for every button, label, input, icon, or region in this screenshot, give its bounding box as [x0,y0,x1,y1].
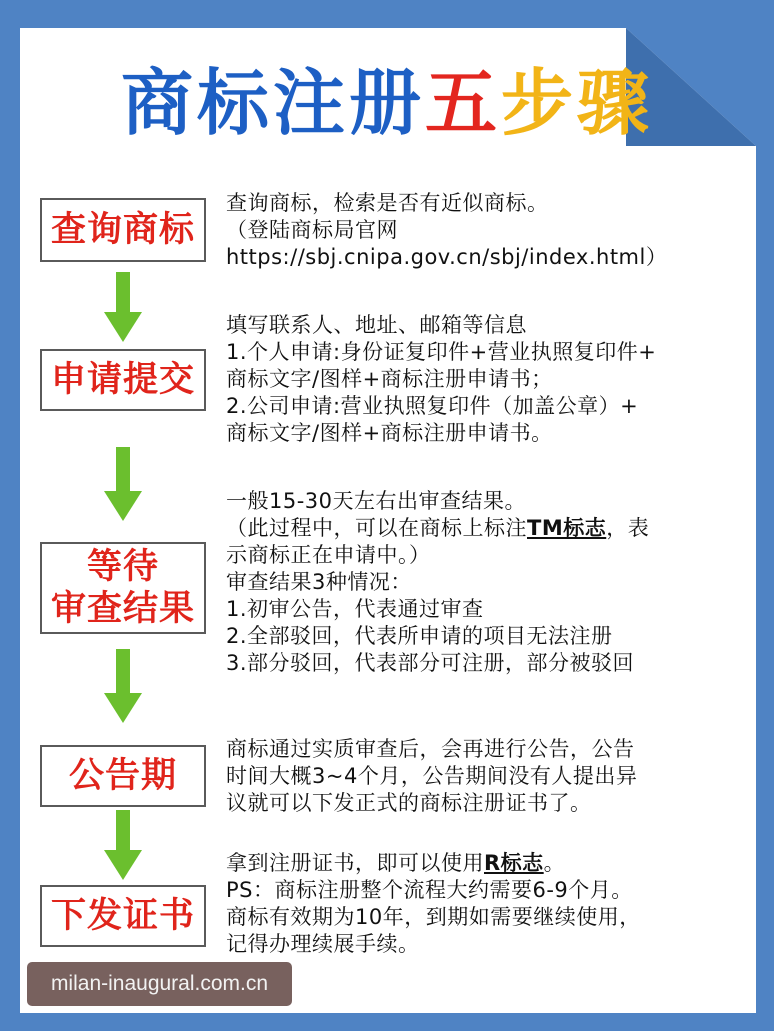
step-4-label: 公告期 [68,756,177,796]
step-1-label: 查询商标 [50,210,195,250]
step-5-box [40,885,206,947]
step-5-desc-line [226,850,738,877]
step-3-desc-line: 2.全部驳回，代表所申请的项目无法注册 [226,624,613,648]
step-3-desc-text: ，表 [606,516,650,540]
step-4-desc-line: 商标通过实质审查后，会再进行公告，公告 [226,737,635,761]
step-4-description [226,736,738,817]
step-3-label-line-2: 审查结果 [50,589,195,629]
step-2-description [226,312,738,447]
step-5-desc-text: 。 [543,851,566,875]
arrow-down-icon [104,447,142,521]
step-1-desc-line: 查询商标，检索是否有近似商标。 [226,191,549,215]
arrow-down-icon [104,810,142,880]
step-2-desc-line: 1.个人申请:身份证复印件+营业执照复印件+ [226,340,657,364]
step-5-label: 下发证书 [50,896,195,936]
step-3-description [226,488,738,677]
step-3-desc-line: 审查结果3种情况： [226,570,412,594]
step-3-desc-line: 示商标正在申请中。） [226,543,431,567]
step-4-desc-line: 议就可以下发正式的商标注册证书了。 [226,791,592,815]
title-part-1: 商标注册 [120,61,425,145]
step-2-desc-line: 2.公司申请:营业执照复印件（加盖公章）+ [226,394,639,418]
step-5-desc-line: 记得办理续展手续。 [226,932,420,956]
watermark-badge: milan-inaugural.com.cn [27,962,292,1006]
step-4-box [40,745,206,807]
tm-mark-text: TM标志 [527,516,607,540]
step-1-desc-line: https://sbj.cnipa.gov.cn/sbj/index.html） [226,245,668,269]
step-5-desc-text: 拿到注册证书，即可以使用 [226,851,484,875]
step-1-box [40,198,206,262]
step-3-desc-line: 一般15-30天左右出审查结果。 [226,489,527,513]
step-2-desc-line: 商标文字/图样+商标注册申请书； [226,367,553,391]
step-2-desc-line: 商标文字/图样+商标注册申请书。 [226,421,553,445]
step-3-label-line-1: 等待 [86,547,159,587]
arrow-down-icon [104,649,142,723]
step-5-desc-line: PS：商标注册整个流程大约需要6-9个月。 [226,878,633,902]
title-part-2: 五 [424,61,501,145]
arrow-down-icon [104,272,142,342]
step-4-desc-line: 时间大概3~4个月，公告期间没有人提出异 [226,764,638,788]
step-5-desc-line: 商标有效期为10年，到期如需要继续使用， [226,905,641,929]
step-1-description [226,190,738,271]
page-title [0,58,774,148]
step-3-desc-text: （此过程中，可以在商标上标注 [226,516,527,540]
step-5-description [226,850,738,958]
step-3-desc-line: 1.初审公告，代表通过审查 [226,597,484,621]
step-3-box [40,542,206,634]
step-1-desc-line: （登陆商标局官网 [226,218,398,242]
step-3-desc-line: 3.部分驳回，代表部分可注册，部分被驳回 [226,651,635,675]
step-2-box [40,349,206,411]
title-part-3: 步骤 [501,61,654,145]
step-2-label: 申请提交 [50,360,195,400]
step-2-desc-line: 填写联系人、地址、邮箱等信息 [226,313,527,337]
r-mark-text: R标志 [484,851,544,875]
step-3-desc-line [226,515,738,542]
